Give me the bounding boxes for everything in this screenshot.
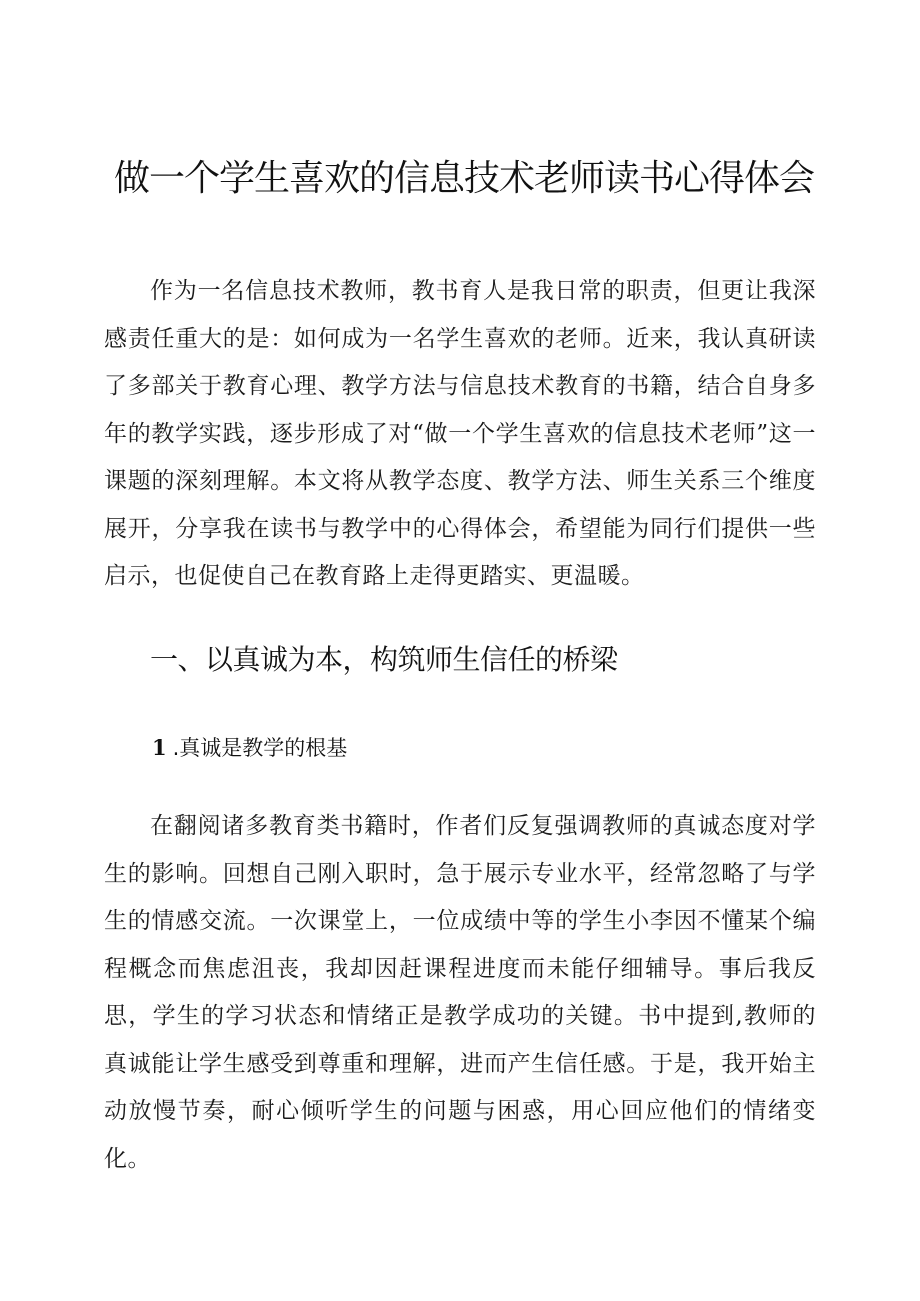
document-title: 做一个学生喜欢的信息技术老师读书心得体会: [113, 158, 814, 199]
intro-paragraph: 作为一名信息技术教师，教书育人是我日常的职责，但更让我深感责任重大的是：如何成为一名学生喜欢的老师。近来，我认真研读了多部关于教育心理、教学方法与信息技术教育的书籍，结合自身多年的教学实践，逐步形成了对“做一个学生喜欢的信息技术老师”这一课题的深刻理解。本文将从教学态度、教学方法、师生关系三个维度展开，分享我在读书与教学中的心得体会，希望能为同行们提供一些启示，也促使自己在教育路上走得更踏实、更温暖。: [104, 278, 816, 589]
subsection-number: 1: [152, 735, 167, 760]
section-heading: 一、以真诚为本，构筑师生信任的桥梁: [150, 643, 618, 676]
body-paragraph: 在翻阅诸多教育类书籍时，作者们反复强调教师的真诚态度对学生的影响。回想自己刚入职时，急于展示专业水平，经常忽略了与学生的情感交流。一次课堂上，一位成绩中等的学生小李因不懂某个编程概念而焦虑沮丧，我却因赶课程进度而未能仔细辅导。事后我反思，学生的学习状态和情绪正是教学成功的关键。书中提到,教师的真诚能让学生感受到尊重和理解，进而产生信任感。于是，我开始主动放慢节奏，耐心倾听学生的问题与困惑，用心回应他们的情绪变化。: [104, 813, 816, 1172]
subsection-heading: [152, 731, 347, 765]
subsection-title: .真诚是教学的根基: [172, 736, 348, 760]
